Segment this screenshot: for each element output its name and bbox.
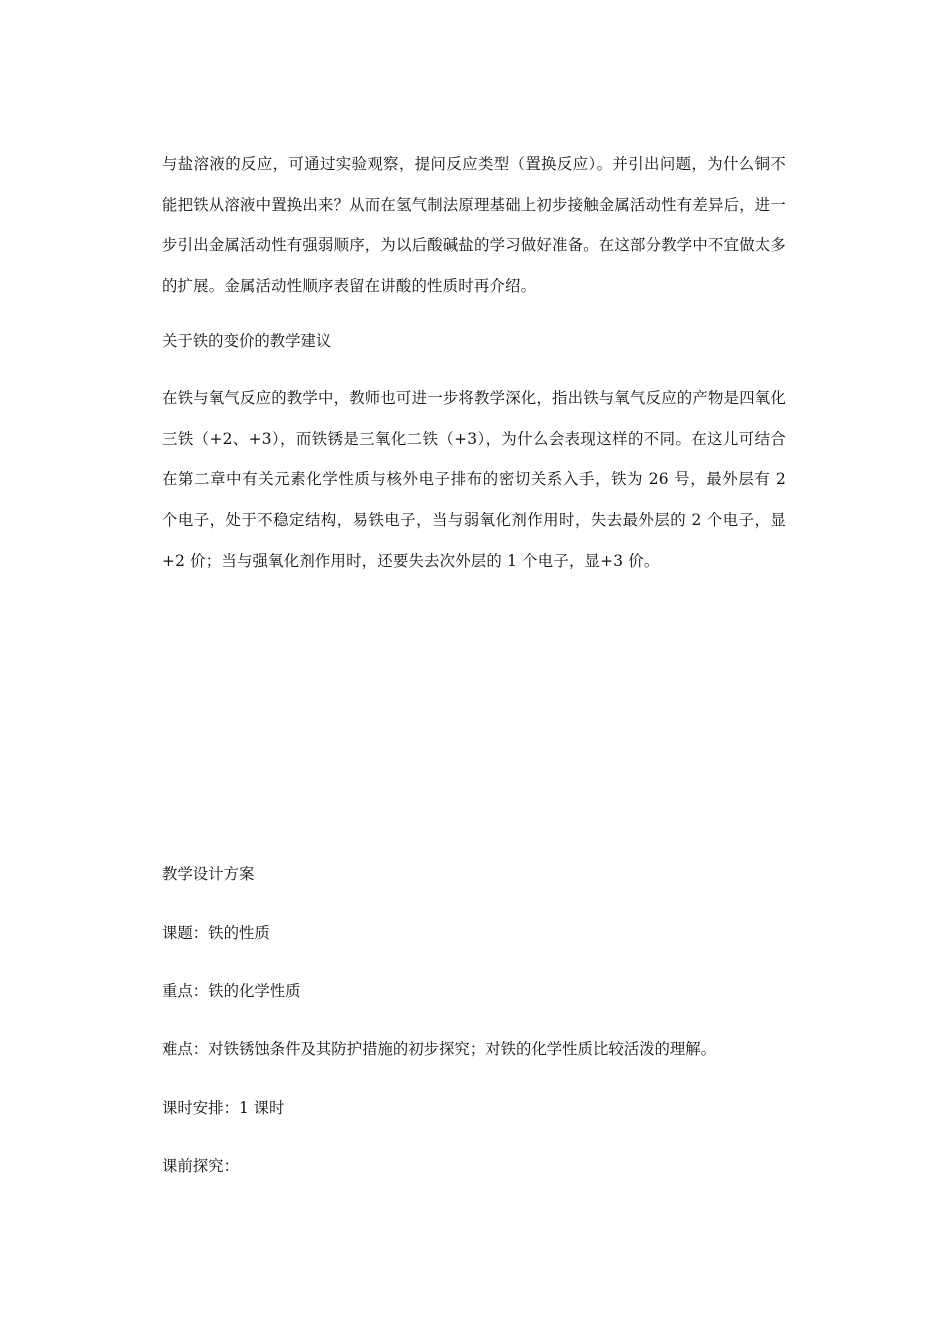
pre-class-line: 课前探究： [162,1157,239,1175]
heading-iron-valence-suggestion: 关于铁的变价的教学建议 [162,332,332,350]
heading-teaching-design: 教学设计方案 [162,865,255,883]
key-point-line: 重点：铁的化学性质 [162,982,301,1000]
difficulty-line: 难点：对铁锈蚀条件及其防护措施的初步探究；对铁的化学性质比较活泼的理解。 [162,1040,717,1058]
paragraph-salt-solution-reaction: 与盐溶液的反应，可通过实验观察，提问反应类型（置换反应）。并引出问题，为什么铜不能把铁从溶液中置换出来？从而在氢气制法原理基础上初步接触金属活动性有差异后，进一步引出金属活动性有强弱顺序，为以后酸碱盐的学习做好准备。在这部分教学中不宜做太多的扩展。金属活动性顺序表留在讲酸的性质时再介绍。 [162,155,786,296]
topic-line: 课题：铁的性质 [162,924,270,942]
paragraph-iron-valence: 在铁与氧气反应的教学中，教师也可进一步将教学深化，指出铁与氧气反应的产物是四氧化三铁（+2、+3），而铁锈是三氧化二铁（+3），为什么会表现这样的不同。在这儿可结合在第二章中有关元素化学性质与核外电子排布的密切关系入手，铁为 26 号，最外层有 2 个电子，处于不稳定结构，易铁电子，当与弱氧化剂作用时，失去最外层的 2 个电子，显+2 价；当与强氧化剂作用时，还要失去次外层的 1 个电子，显+3 价。 [162,389,786,570]
schedule-line: 课时安排：1 课时 [162,1099,285,1117]
